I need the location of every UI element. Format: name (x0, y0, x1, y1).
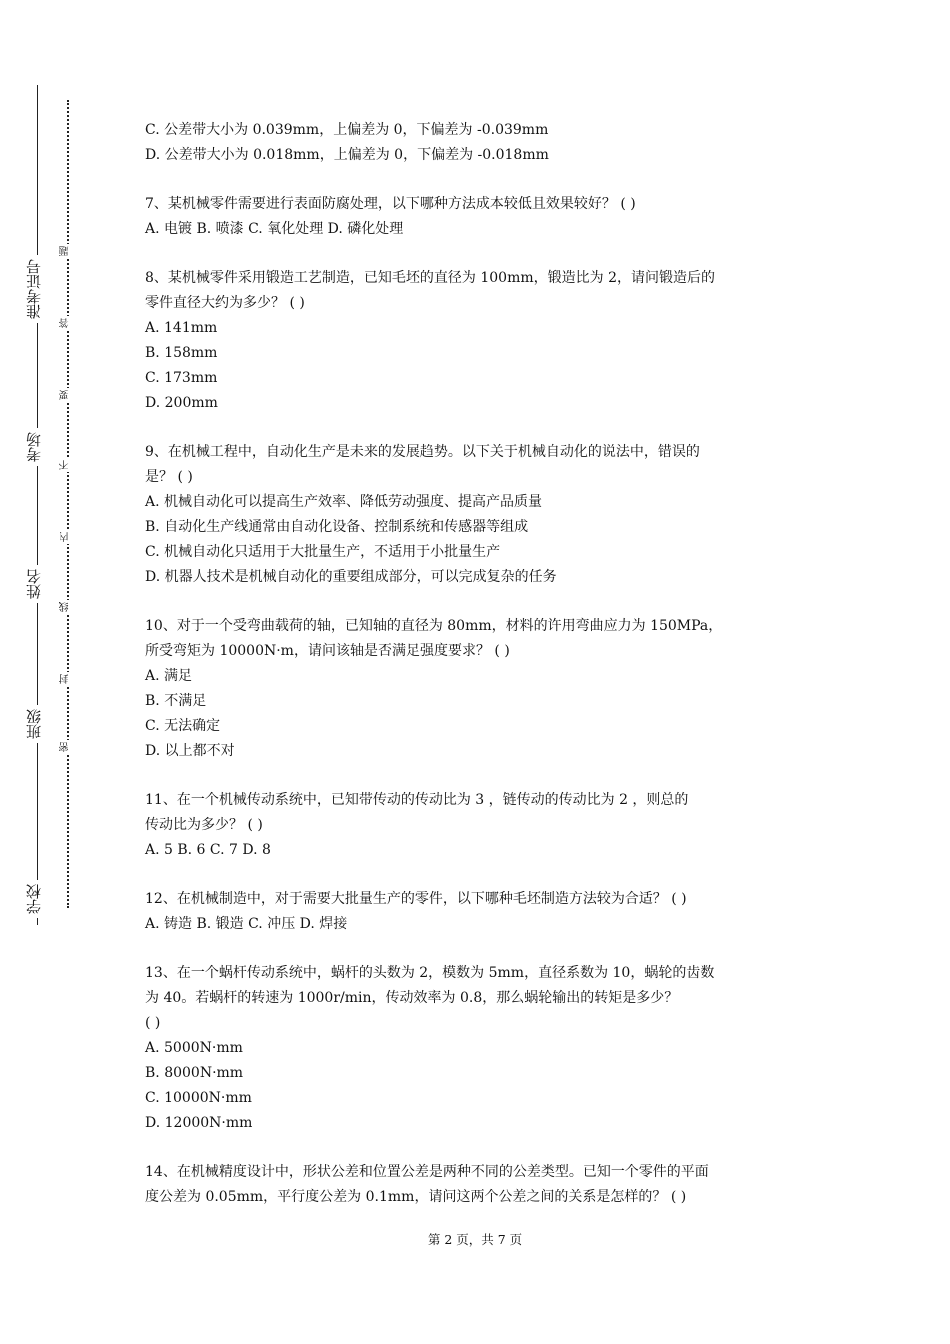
text-line: C. 10000N·mm (145, 1090, 252, 1106)
school-label: 学校 (25, 880, 49, 918)
text-line: A. 铸造 B. 锻造 C. 冲压 D. 焊接 (145, 916, 348, 932)
page-number: 第 2 页，共 7 页 (427, 1232, 523, 1247)
seal-dotted-line (67, 100, 69, 908)
class-label: 班级 (25, 705, 49, 743)
seal-char: 密 (60, 740, 74, 754)
paragraph-gap (145, 242, 815, 266)
seal-char: 内 (60, 530, 74, 544)
text-line: B. 8000N·mm (145, 1065, 244, 1081)
seal-char: 线 (60, 600, 74, 614)
question-content (145, 118, 815, 1210)
seal-char: 要 (60, 388, 74, 402)
text-line: D. 以上都不对 (145, 743, 235, 759)
paragraph-gap (145, 590, 815, 614)
text-line: A. 机械自动化可以提高生产效率、降低劳动强度、提高产品质量 (145, 494, 543, 510)
name-label: 姓名 (25, 565, 49, 603)
text-line: D. 12000N·mm (145, 1115, 253, 1131)
binding-margin (0, 0, 100, 1344)
text-line: B. 158mm (145, 345, 218, 361)
text-line: D. 200mm (145, 395, 218, 411)
seal-char: 封 (60, 672, 74, 686)
text-line: A. 电镀 B. 喷漆 C. 氧化处理 D. 磷化处理 (145, 221, 404, 237)
seal-char: 题 (60, 244, 74, 258)
text-line: C. 173mm (145, 370, 218, 386)
seal-char: 不 (60, 458, 74, 472)
paragraph-gap (145, 863, 815, 887)
text-line: A. 141mm (145, 320, 218, 336)
paragraph-gap (145, 416, 815, 440)
text-line: 11、在一个机械传动系统中，已知带传动的传动比为 3 ，链传动的传动比为 2 ，则总的 (145, 792, 689, 808)
text-line: C. 无法确定 (145, 718, 221, 734)
text-line: A. 5 B. 6 C. 7 D. 8 (145, 842, 271, 858)
exam-room-label: 考场 (25, 428, 49, 466)
text-line: D. 公差带大小为 0.018mm，上偏差为 0，下偏差为 -0.018mm (145, 147, 549, 163)
text-line: 12、在机械制造中，对于需要大批量生产的零件，以下哪种毛坯制造方法较为合适？ ( ) (145, 891, 687, 907)
seal-char: 答 (60, 316, 74, 330)
text-line: 为 40。若蜗杆的转速为 1000r/min，传动效率为 0.8，那么蜗轮输出的转矩是多少？ (145, 990, 679, 1006)
paragraph-gap (145, 764, 815, 788)
text-line: 14、在机械精度设计中，形状公差和位置公差是两种不同的公差类型。已知一个零件的平面 (145, 1164, 709, 1180)
binding-solid-line (37, 85, 38, 925)
text-line: 是？ ( ) (145, 469, 193, 485)
text-line: C. 机械自动化只适用于大批量生产，不适用于小批量生产 (145, 544, 501, 560)
text-line: C. 公差带大小为 0.039mm，上偏差为 0，下偏差为 -0.039mm (145, 122, 549, 138)
text-line: 传动比为多少？ ( ) (145, 817, 263, 833)
text-line: ( ) (145, 1015, 161, 1031)
text-line: 10、对于一个受弯曲载荷的轴，已知轴的直径为 80mm，材料的许用弯曲应力为 150MPa， (145, 618, 723, 634)
text-line: 13、在一个蜗杆传动系统中，蜗杆的头数为 2，模数为 5mm，直径系数为 10，蜗轮的齿数 (145, 965, 715, 981)
text-line: A. 5000N·mm (145, 1040, 243, 1056)
text-line: 7、某机械零件需要进行表面防腐处理，以下哪种方法成本较低且效果较好？ ( ) (145, 196, 636, 212)
paragraph-gap (145, 1136, 815, 1160)
paragraph-gap (145, 937, 815, 961)
text-line: 所受弯矩为 10000N·m，请问该轴是否满足强度要求？ ( ) (145, 643, 510, 659)
text-line: B. 不满足 (145, 693, 207, 709)
exam-id-label: 准考证号 (25, 255, 49, 323)
text-line: 零件直径大约为多少？ ( ) (145, 295, 305, 311)
text-line: B. 自动化生产线通常由自动化设备、控制系统和传感器等组成 (145, 519, 529, 535)
text-line: 8、某机械零件采用锻造工艺制造，已知毛坯的直径为 100mm，锻造比为 2，请问锻造后的 (145, 270, 715, 286)
text-line: D. 机器人技术是机械自动化的重要组成部分，可以完成复杂的任务 (145, 569, 557, 585)
paragraph-gap (145, 168, 815, 192)
text-line: A. 满足 (145, 668, 193, 684)
text-line: 度公差为 0.05mm，平行度公差为 0.1mm，请问这两个公差之间的关系是怎样的？ ( ) (145, 1189, 687, 1205)
text-line: 9、在机械工程中，自动化生产是未来的发展趋势。以下关于机械自动化的说法中，错误的 (145, 444, 700, 460)
